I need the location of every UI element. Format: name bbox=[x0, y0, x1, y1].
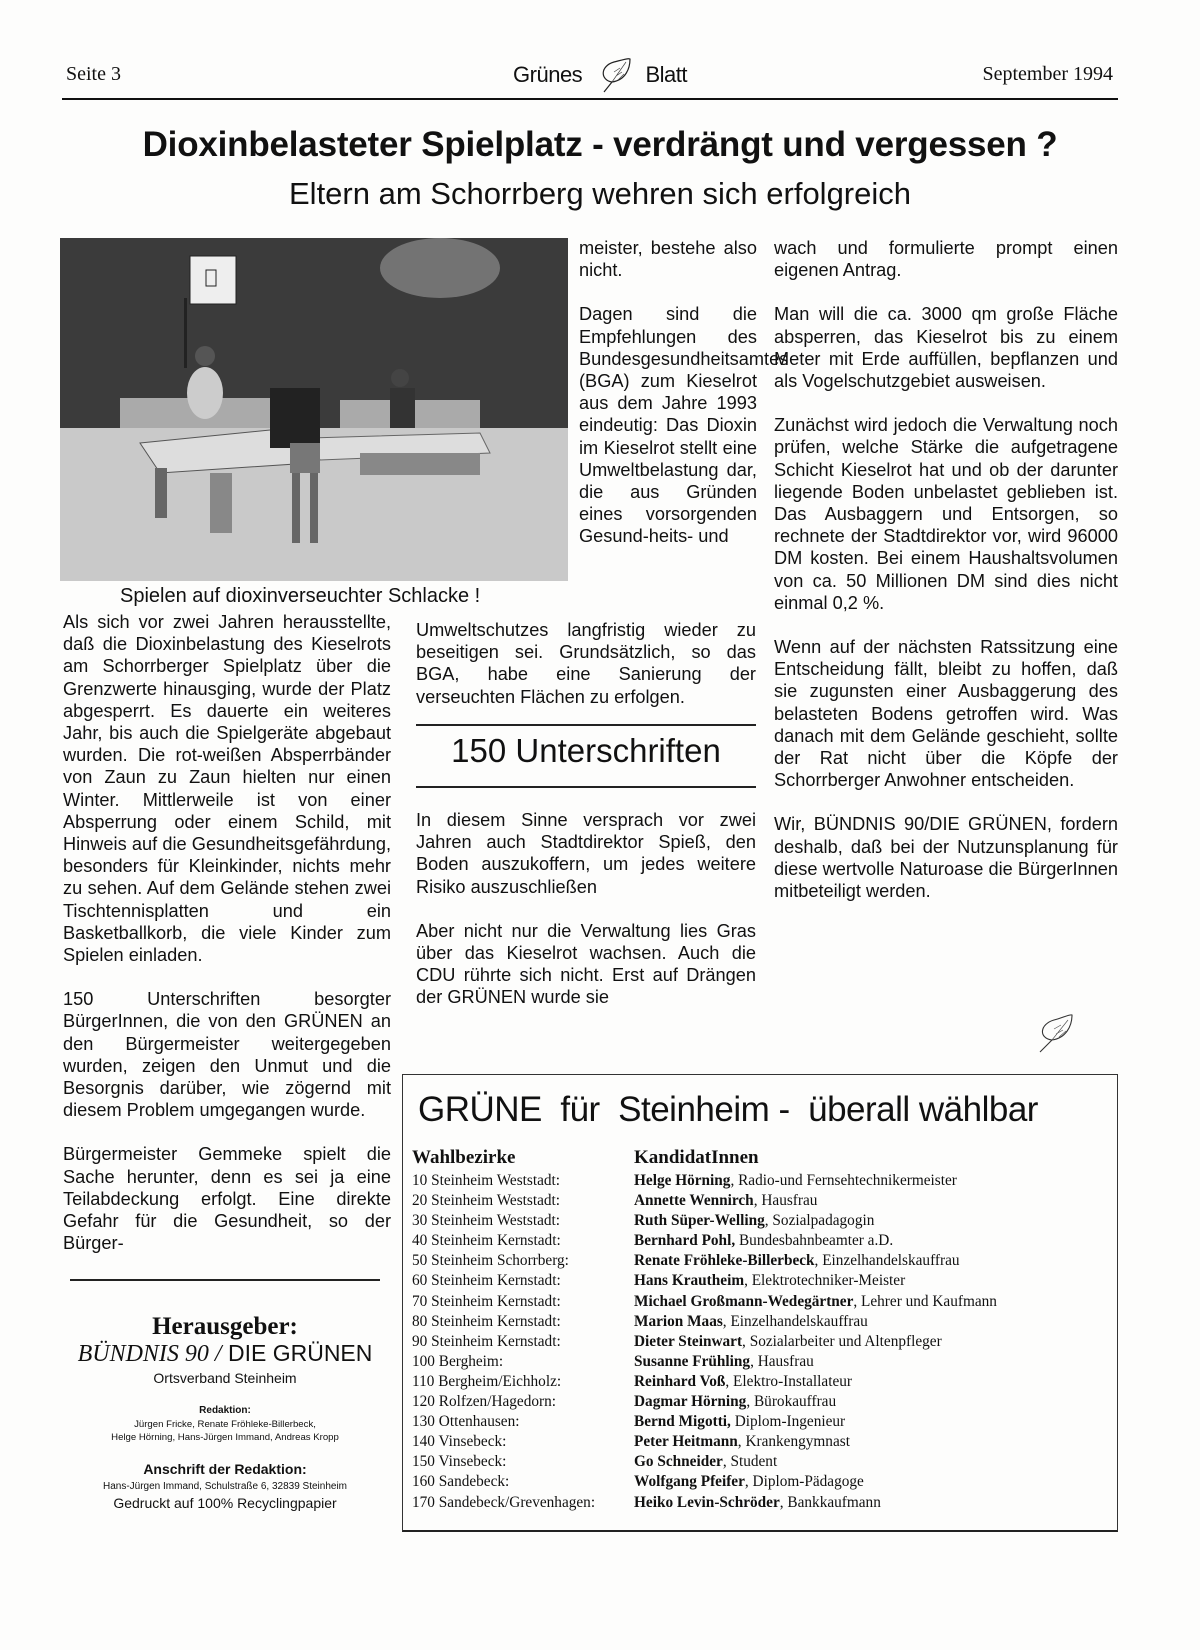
candidate bbox=[634, 1452, 777, 1472]
candidate-occupation: Bundesbahnbeamter a.D. bbox=[735, 1232, 894, 1250]
candidate-occupation: Diplom-Ingenieur bbox=[730, 1413, 846, 1431]
candidate-name: Michael Großmann-Wedegärtner bbox=[634, 1292, 854, 1310]
table-row bbox=[412, 1191, 1112, 1211]
candidate-name: Wolfgang Pfeifer bbox=[634, 1473, 745, 1491]
print-note: Gedruckt auf 100% Recyclingpapier bbox=[113, 1495, 337, 1511]
candidate-occupation: , Student bbox=[722, 1453, 778, 1471]
district: 70 Steinheim Kernstadt: bbox=[412, 1292, 561, 1310]
candidate-occupation: , Lehrer und Kaufmann bbox=[853, 1292, 997, 1310]
paragraph: Zunächst wird jedoch die Verwaltung noch prüfen, welche Stärke die aufgetragene Schicht Kieselrot hat und ob der darunter liegende Boden unbelastet geblieben ist. Das Ausbaggern und Entsorgen, so rechnete der Stadtdirektor vor, wird 96000 DM kosten. Bei einem Haushaltsvolumen von ca. 50 Millionen DM sind dies nicht einmal 0,2 %. bbox=[774, 415, 1118, 613]
candidate-occupation: , Sozialarbeiter und Altenpfleger bbox=[742, 1332, 942, 1350]
table-row bbox=[412, 1432, 1112, 1452]
paragraph: Wenn auf der nächsten Ratssitzung eine Entscheidung fällt, bleibt zu hoffen, daß sie zugunsten einer Ausbaggerung des belasteten Bodens getroffen wird. Was danach mit dem Gelände geschieht, sollte der Rat nicht über die Köpfe der Schorrberger Anwohner entscheiden. bbox=[774, 637, 1118, 791]
party-name-italic: BÜNDNIS 90 / bbox=[77, 1341, 222, 1367]
table-row bbox=[412, 1372, 1112, 1392]
table-header bbox=[412, 1147, 1112, 1171]
district: 100 Bergheim: bbox=[412, 1352, 504, 1370]
address-heading: Anschrift der Redaktion: bbox=[143, 1461, 307, 1477]
candidate-name: Annette Wennirch bbox=[634, 1192, 754, 1210]
publisher-name bbox=[60, 1340, 390, 1368]
candidates-table bbox=[412, 1147, 1112, 1513]
paragraph: wach und formulierte prompt einen eigenen Antrag. bbox=[774, 238, 1118, 281]
paragraph: Umweltschutzes langfristig wieder zu beseitigen sei. Grundsätzlich, so das BGA, habe eine Sanierung der verseuchten Flächen zu erfolgen. bbox=[416, 620, 756, 707]
candidate-name: Bernhard Pohl, bbox=[634, 1232, 736, 1250]
table-row bbox=[412, 1292, 1112, 1312]
candidate-name: Go Schneider bbox=[634, 1453, 723, 1471]
headline: Dioxinbelasteter Spielplatz - verdrängt und vergessen ? bbox=[142, 125, 1058, 164]
candidate-occupation: , Bürokauffrau bbox=[746, 1393, 837, 1411]
candidate-occupation: , Einzelhandelskauffrau bbox=[722, 1312, 868, 1330]
header-rule bbox=[62, 98, 1118, 100]
table-row bbox=[412, 1392, 1112, 1412]
page-number: Seite 3 bbox=[66, 63, 121, 85]
article-column-2-after bbox=[416, 809, 756, 1031]
paragraph: Bürgermeister Gemmeke spielt die Sache herunter, denn es sei ja eine Teilabdeckung erfolgt. Eine direkte Gefahr für die Gesundheit, so der Bürger- bbox=[63, 1144, 391, 1254]
candidate-name: Dagmar Hörning bbox=[634, 1393, 747, 1411]
table-row bbox=[412, 1251, 1112, 1271]
candidate bbox=[634, 1251, 960, 1271]
candidate-occupation: , Krankengymnast bbox=[737, 1433, 850, 1451]
table-row bbox=[412, 1352, 1112, 1372]
editorial-line: Jürgen Fricke, Renate Fröhleke-Billerbeck, bbox=[134, 1419, 316, 1430]
candidate-name: Marion Maas bbox=[634, 1312, 723, 1330]
paragraph: meister, bestehe also nicht. bbox=[579, 238, 757, 281]
paragraph: Dagen sind die Empfehlungen des Bundesgesundheitsamtes (BGA) zum Kieselrot aus dem Jahre 1993 eindeutig: Das Dioxin im Kieselrot stellt eine Umweltbelastung dar, die aus Gründen eines vorsorgenden Gesund-heits- und bbox=[579, 304, 789, 547]
leaf-icon bbox=[592, 58, 636, 94]
section-rule-top bbox=[416, 724, 756, 726]
table-row bbox=[412, 1452, 1112, 1472]
district: 170 Sandebeck/Grevenhagen: bbox=[412, 1493, 596, 1511]
paragraph: Man will die ca. 3000 qm große Fläche absperren, das Kieselrot bis zu einem Meter mit Erde auffüllen, bepflanzen und als Vogelschutzgebiet ausweisen. bbox=[774, 304, 1118, 392]
candidate bbox=[634, 1271, 905, 1291]
subheadline: Eltern am Schorrberg wehren sich erfolgreich bbox=[289, 176, 911, 211]
district: 120 Rolfzen/Hagedorn: bbox=[412, 1393, 557, 1411]
candidate bbox=[634, 1211, 874, 1231]
ortsverband: Ortsverband Steinheim bbox=[153, 1370, 297, 1386]
table-row bbox=[412, 1171, 1112, 1191]
district: 90 Steinheim Kernstadt: bbox=[412, 1332, 561, 1350]
editorial-team bbox=[60, 1418, 390, 1444]
masthead-left: Grünes bbox=[513, 61, 583, 87]
column-header-districts: Wahlbezirke bbox=[412, 1147, 516, 1168]
candidate-name: Dieter Steinwart bbox=[634, 1332, 743, 1350]
candidate-name: Susanne Frühling bbox=[634, 1352, 751, 1370]
paragraph: Als sich vor zwei Jahren herausstellte, daß die Dioxinbelastung des Kieselrots am Schorrberger Spielplatz über die Grenzwerte hinausging, wurde der Platz abgesperrt. Es dauerte ein weiteres Jahr, bis auch die Spielgeräte abgebaut wurden. Die rot-weißen Absperrbänder von Zaun zu Zaun hielten nur einen Winter. Mittlerweile ist von einer Absperrung oder einem Schild, mit Hinweis auf die Gesundheitsgefährdung, besonders für Kleinkinder, nichts mehr zu sehen. Auf dem Gelände stehen zwei Tischtennisplatten und ein Basketballkorb, die viele Kinder zum Spielen einladen. bbox=[63, 612, 391, 966]
candidate-name: Renate Fröhleke-Billerbeck bbox=[634, 1252, 815, 1270]
section-rule-bottom bbox=[416, 786, 756, 788]
candidate bbox=[634, 1292, 997, 1312]
paragraph: Wir, BÜNDNIS 90/DIE GRÜNEN, fordern deshalb, daß bei der Nutzunsplanung für diese wertvolle Naturoase die BürgerInnen mitbeteiligt werden. bbox=[774, 814, 1118, 902]
candidate-occupation: , Radio-und Fernsehtechnikermeister bbox=[730, 1172, 957, 1189]
candidate bbox=[634, 1432, 850, 1452]
candidate-name: Helge Hörning bbox=[634, 1172, 731, 1189]
district: 60 Steinheim Kernstadt: bbox=[412, 1272, 561, 1290]
candidate bbox=[634, 1392, 836, 1412]
editorial-heading: Redaktion: bbox=[199, 1405, 251, 1416]
candidate-occupation: , Elektro-Installateur bbox=[725, 1372, 852, 1390]
table-row bbox=[412, 1472, 1112, 1492]
candidate-occupation: , Sozialpadagogin bbox=[764, 1212, 875, 1230]
candidate bbox=[634, 1171, 957, 1191]
district: 30 Steinheim Weststadt: bbox=[412, 1212, 561, 1230]
table-row bbox=[412, 1271, 1112, 1291]
table-row bbox=[412, 1332, 1112, 1352]
district: 40 Steinheim Kernstadt: bbox=[412, 1232, 561, 1250]
address: Hans-Jürgen Immand, Schulstraße 6, 32839 Steinheim bbox=[102, 1481, 347, 1492]
masthead-right: Blatt bbox=[645, 61, 687, 87]
candidate-occupation: , Diplom-Pädagoge bbox=[744, 1473, 864, 1491]
candidate-occupation: , Einzelhandelskauffrau bbox=[814, 1252, 960, 1270]
column-rule bbox=[70, 1279, 380, 1281]
candidate bbox=[634, 1352, 814, 1372]
district: 80 Steinheim Kernstadt: bbox=[412, 1312, 561, 1330]
playground-photo bbox=[60, 238, 568, 581]
candidate bbox=[634, 1332, 942, 1352]
candidate-name: Bernd Migotti, bbox=[634, 1413, 731, 1431]
candidate bbox=[634, 1472, 864, 1492]
district: 50 Steinheim Schorrberg: bbox=[412, 1252, 569, 1270]
table-row bbox=[412, 1412, 1112, 1432]
candidate-name: Hans Krautheim bbox=[634, 1272, 745, 1290]
district: 10 Steinheim Weststadt: bbox=[412, 1172, 561, 1189]
article-column-3 bbox=[774, 237, 1118, 924]
article-column-1 bbox=[63, 611, 391, 1276]
article-column-2 bbox=[416, 619, 756, 730]
paragraph: In diesem Sinne versprach vor zwei Jahren auch Stadtdirektor Spieß, den Boden auszukoffern, um jedes weitere Risiko auszuschließen bbox=[416, 810, 756, 897]
candidate bbox=[634, 1493, 881, 1513]
table-row bbox=[412, 1493, 1112, 1513]
candidate bbox=[634, 1231, 893, 1251]
column-header-candidates: KandidatInnen bbox=[634, 1147, 759, 1168]
candidate-name: Peter Heitmann bbox=[634, 1433, 738, 1451]
candidate bbox=[634, 1312, 868, 1332]
district: 130 Ottenhausen: bbox=[412, 1413, 520, 1431]
paragraph: 150 Unterschriften besorgter BürgerInnen, die von den GRÜNEN an den Bürgermeister weitergegeben wurden, zeigen den Unmut und die Besorgnis darüber, wie zögernd mit diesem Problem umgegangen wurde. bbox=[63, 989, 391, 1121]
candidate bbox=[634, 1191, 817, 1211]
publisher-heading: Herausgeber: bbox=[152, 1313, 298, 1340]
candidate-name: Ruth Süper-Welling bbox=[634, 1212, 765, 1230]
candidate bbox=[634, 1372, 852, 1392]
district: 20 Steinheim Weststadt: bbox=[412, 1192, 561, 1210]
editorial-line: Helge Hörning, Hans-Jürgen Immand, Andreas Kropp bbox=[111, 1432, 339, 1443]
candidate-occupation: , Hausfrau bbox=[750, 1352, 814, 1370]
candidate bbox=[634, 1412, 845, 1432]
candidate-occupation: , Bankkaufmann bbox=[779, 1493, 881, 1511]
paragraph: Aber nicht nur die Verwaltung lies Gras über das Kieselrot wachsen. Auch die CDU rührte sich nicht. Erst auf Drängen der GRÜNEN wurde sie bbox=[416, 920, 756, 1008]
table-row bbox=[412, 1211, 1112, 1231]
candidate-occupation: , Elektrotechniker-Meister bbox=[744, 1272, 906, 1290]
table-row bbox=[412, 1231, 1112, 1251]
district: 110 Bergheim/Eichholz: bbox=[412, 1372, 562, 1390]
article-column-2-top bbox=[579, 237, 789, 570]
party-name-rest: DIE GRÜNEN bbox=[221, 1340, 373, 1366]
photo-caption: Spielen auf dioxinverseuchter Schlacke ! bbox=[120, 585, 481, 607]
section-title: 150 Unterschriften bbox=[451, 732, 721, 769]
candidates-title: GRÜNE für Steinheim - überall wählbar bbox=[418, 1090, 1038, 1129]
candidate-occupation: , Hausfrau bbox=[753, 1192, 818, 1210]
district: 150 Vinsebeck: bbox=[412, 1453, 507, 1471]
leaf-icon bbox=[1030, 1012, 1078, 1056]
district: 140 Vinsebeck: bbox=[412, 1433, 507, 1451]
candidate-name: Reinhard Voß bbox=[634, 1372, 726, 1390]
candidate-name: Heiko Levin-Schröder bbox=[634, 1493, 780, 1511]
issue-date: September 1994 bbox=[982, 63, 1113, 85]
district: 160 Sandebeck: bbox=[412, 1473, 510, 1491]
table-row bbox=[412, 1312, 1112, 1332]
